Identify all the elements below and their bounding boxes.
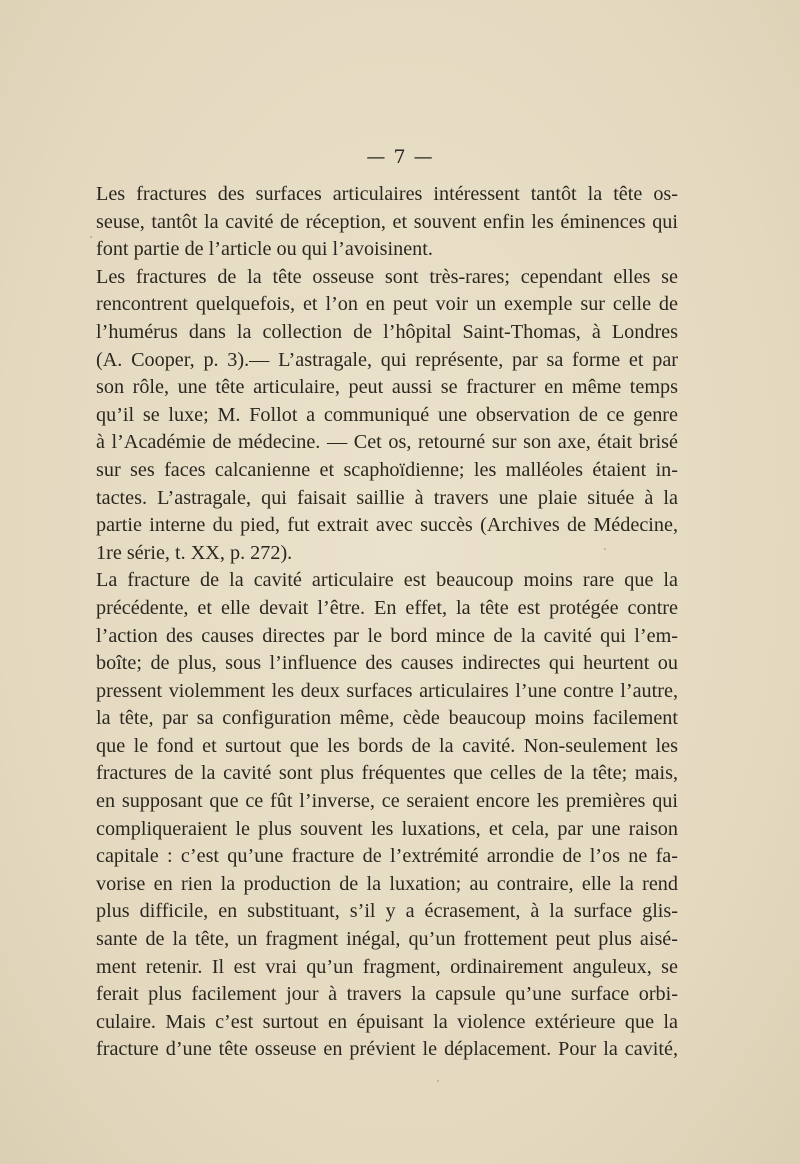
text-line: fracture d’une tête osseuse en prévient le déplacement. Pour la cavité, — [96, 1038, 678, 1061]
text-line: pressent violemment les deux surfaces articulaires l’une contre l’autre, — [96, 679, 678, 702]
text-line: plus difficile, en substituant, s’il y a écrasement, à la surface glis- — [96, 900, 678, 923]
text-line: Les fractures de la tête osseuse sont très-rares; cependant elles se — [96, 265, 678, 288]
text-line: que le fond et surtout que les bords de la cavité. Non-seulement les — [96, 734, 678, 757]
text-line: rencontrent quelquefois, et l’on en peut voir un exemple sur celle de — [96, 293, 678, 316]
text-line: l’action des causes directes par le bord mince de la cavité qui l’em- — [96, 624, 678, 647]
paragraph-1 — [82, 181, 678, 264]
text-line: qu’il se luxe; M. Follot a communiqué une observation de ce genre — [96, 403, 678, 426]
text-line: (A. Cooper, p. 3).— L’astragale, qui représente, par sa forme et par — [96, 348, 678, 371]
text-line: capitale : c’est qu’une fracture de l’extrémité arrondie de l’os ne fa- — [96, 845, 678, 868]
text-line: l’humérus dans la collection de l’hôpital Saint-Thomas, à Londres — [96, 320, 678, 343]
paper-speck — [437, 1080, 439, 1082]
text-line: partie interne du pied, fut extrait avec succès (Archives de Médecine, — [96, 514, 678, 537]
paragraph-3 — [82, 567, 678, 1064]
text-line: tactes. L’astragale, qui faisait saillie à travers une plaie située à la — [96, 486, 678, 509]
text-line: seuse, tantôt la cavité de réception, et souvent enfin les éminences qui — [96, 210, 678, 233]
text-line: ment retenir. Il est vrai qu’un fragment, ordinairement anguleux, se — [96, 955, 678, 978]
text-line: en supposant que ce fût l’inverse, ce seraient encore les premières qui — [96, 790, 678, 813]
text-line: sur ses faces calcanienne et scaphoïdienne; les malléoles étaient in- — [96, 458, 678, 481]
text-line: La fracture de la cavité articulaire est beaucoup moins rare que la — [96, 569, 678, 592]
paper-speck — [90, 236, 92, 238]
text-line: font partie de l’article ou qui l’avoisinent. — [96, 238, 433, 261]
body-text — [82, 181, 678, 1064]
text-line: sante de la tête, un fragment inégal, qu’un frottement peut plus aisé- — [96, 928, 678, 951]
paragraph-2 — [82, 264, 678, 568]
text-line: ferait plus facilement jour à travers la capsule qu’une surface orbi- — [96, 983, 678, 1006]
paper-speck — [604, 548, 606, 550]
text-line: précédente, et elle devait l’être. En effet, la tête est protégée contre — [96, 596, 678, 619]
text-line: culaire. Mais c’est surtout en épuisant la violence extérieure que la — [96, 1010, 678, 1033]
text-line: compliqueraient le plus souvent les luxations, et cela, par une raison — [96, 817, 678, 840]
text-line: son rôle, une tête articulaire, peut aussi se fracturer en même temps — [96, 376, 678, 399]
page-number: — 7 — — [366, 146, 434, 168]
text-line: Les fractures des surfaces articulaires intéressent tantôt la tête os- — [96, 183, 678, 205]
text-line: 1re série, t. XX, p. 272). — [96, 541, 293, 564]
text-line: la tête, par sa configuration même, cède beaucoup moins facilement — [96, 707, 678, 730]
text-line: vorise en rien la production de la luxation; au contraire, elle la rend — [96, 872, 678, 895]
text-line: fractures de la cavité sont plus fréquentes que celles de la tête; mais, — [96, 762, 678, 785]
text-line: boîte; de plus, sous l’influence des causes indirectes qui heurtent ou — [96, 652, 678, 675]
text-line: à l’Académie de médecine. — Cet os, retourné sur son axe, était brisé — [96, 431, 678, 454]
